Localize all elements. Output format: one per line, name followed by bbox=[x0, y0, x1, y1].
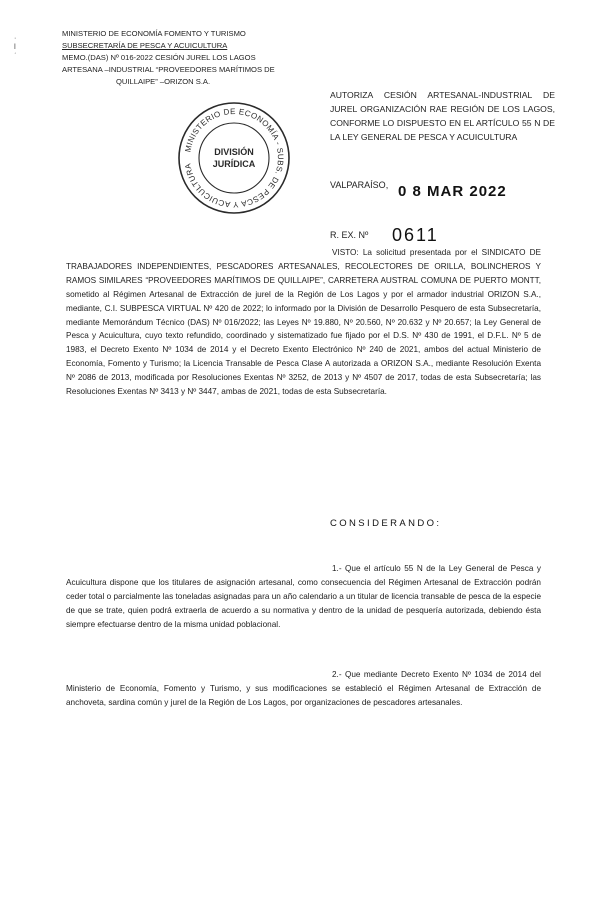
resolution-date: 0 8 MAR 2022 bbox=[398, 183, 507, 200]
resolution-number: 0611 bbox=[392, 225, 439, 245]
resolution-number-label: R. EX. Nº bbox=[330, 230, 369, 240]
memo-reference-line-3: QUILLAIPE” –ORIZON S.A. bbox=[116, 77, 211, 86]
stamp-center-line-1: DIVISIÓN bbox=[214, 147, 254, 157]
ministry-name: MINISTERIO DE ECONOMÍA FOMENTO Y TURISMO bbox=[62, 29, 246, 38]
resolution-title: AUTORIZA CESIÓN ARTESANAL-INDUSTRIAL DE JUREL ORGANIZACIÓN RAE REGIÓN DE LOS LAGOS, CONFORME LO DISPUESTO EN EL ARTÍCULO 55 N DE LA LEY GENERAL DE PESCA Y ACUICULTURA bbox=[330, 90, 555, 142]
place-label: VALPARAÍSO, bbox=[330, 180, 389, 190]
considerando-paragraph-1: 1.- Que el artículo 55 N de la Ley General de Pesca y Acuicultura dispone que los titulares de asignación artesanal, como consecuencia del Régimen Artesanal de Extracción podrán ceder total o parcialmente las toneladas asignadas para un año calendario a un titular de licencia transable de pesca de la especie de que se trate, quien podrá extraerla de acuerdo a su normativa y dentro de la unidad de pesquería autorizada, debiendo ésta siempre efectuarse dentro de la misma unidad poblacional. bbox=[66, 564, 541, 629]
visto-paragraph: VISTO: La solicitud presentada por el SINDICATO DE TRABAJADORES INDEPENDIENTES, PESCADORES ARTESANALES, RECOLECTORES DE ORILLA, BOLINCHEROS Y RAMOS SIMILARES “PROVEEDORES MARÍTIMOS DE QUILLAIPE”, CARRETERA AUSTRAL COMUNA DE PUERTO MONTT, sometido al Régimen Artesanal de Extracción de jurel de la Región de Los Lagos y por el armador industrial ORIZON S.A., mediante, C.I. SUBPESCA VIRTUAL Nº 420 de 2022; lo informado por la División de Desarrollo Pesquero de esta Subsecretaría, mediante Memorándum Técnico (DAS) Nº 016/2022; las Leyes Nº 19.880, Nº 20.560, Nº 20.632 y Nº 20.657; la Ley General de Pesca y Acuicultura, cuyo texto refundido, coordinado y sistematizado fue fijado por el D.S. Nº 430 de 1991, el D.F.L. Nº 5 de 1983, el Decreto Exento Nº 1034 de 2014 y el Decreto Exento Electrónico Nº 240 de 2021, ambos del actual Ministerio de Economía, Fomento y Turismo; la Licencia Transable de Pesca Clase A autorizada a ORIZON S.A., mediante Resolución Exenta Nº 2086 de 2013, modificada por Resoluciones Exentas Nº 3252, de 2013 y Nº 4507 de 2017, todas de esta Subsecretaría; las Resoluciones Exentas Nº 3413 y Nº 3447, ambas de 2021, todas de esta Subsecretaría. bbox=[66, 248, 541, 397]
memo-reference-line-1: MEMO.(DAS) Nº 016-2022 CESIÓN JUREL LOS LAGOS bbox=[62, 53, 256, 62]
considerando-heading: CONSIDERANDO: bbox=[330, 518, 442, 529]
subsecretaria-name: SUBSECRETARÍA DE PESCA Y ACUICULTURA bbox=[62, 41, 228, 50]
memo-reference-line-2: ARTESANA –INDUSTRIAL “PROVEEDORES MARÍTIMOS DE bbox=[62, 65, 275, 74]
margin-ink-marks: · ǀ ʿ bbox=[14, 35, 17, 60]
stamp-ring-text: MINISTERIO DE ECONOMÍA - SUBS. DE PESCA Y ACUICULTURA bbox=[183, 106, 286, 210]
division-juridica-stamp bbox=[176, 100, 292, 216]
stamp-center-line-2: JURÍDICA bbox=[212, 159, 256, 169]
document-header bbox=[62, 28, 275, 88]
considerando-paragraph-2: 2.- Que mediante Decreto Exento Nº 1034 de 2014 del Ministerio de Economía, Fomento y Turismo, y sus modificaciones se estableció el Régimen Artesanal de Extracción de anchoveta, sardina común y jurel de la Región de Los Lagos, por organizaciones de pescadores artesanales. bbox=[66, 670, 541, 707]
